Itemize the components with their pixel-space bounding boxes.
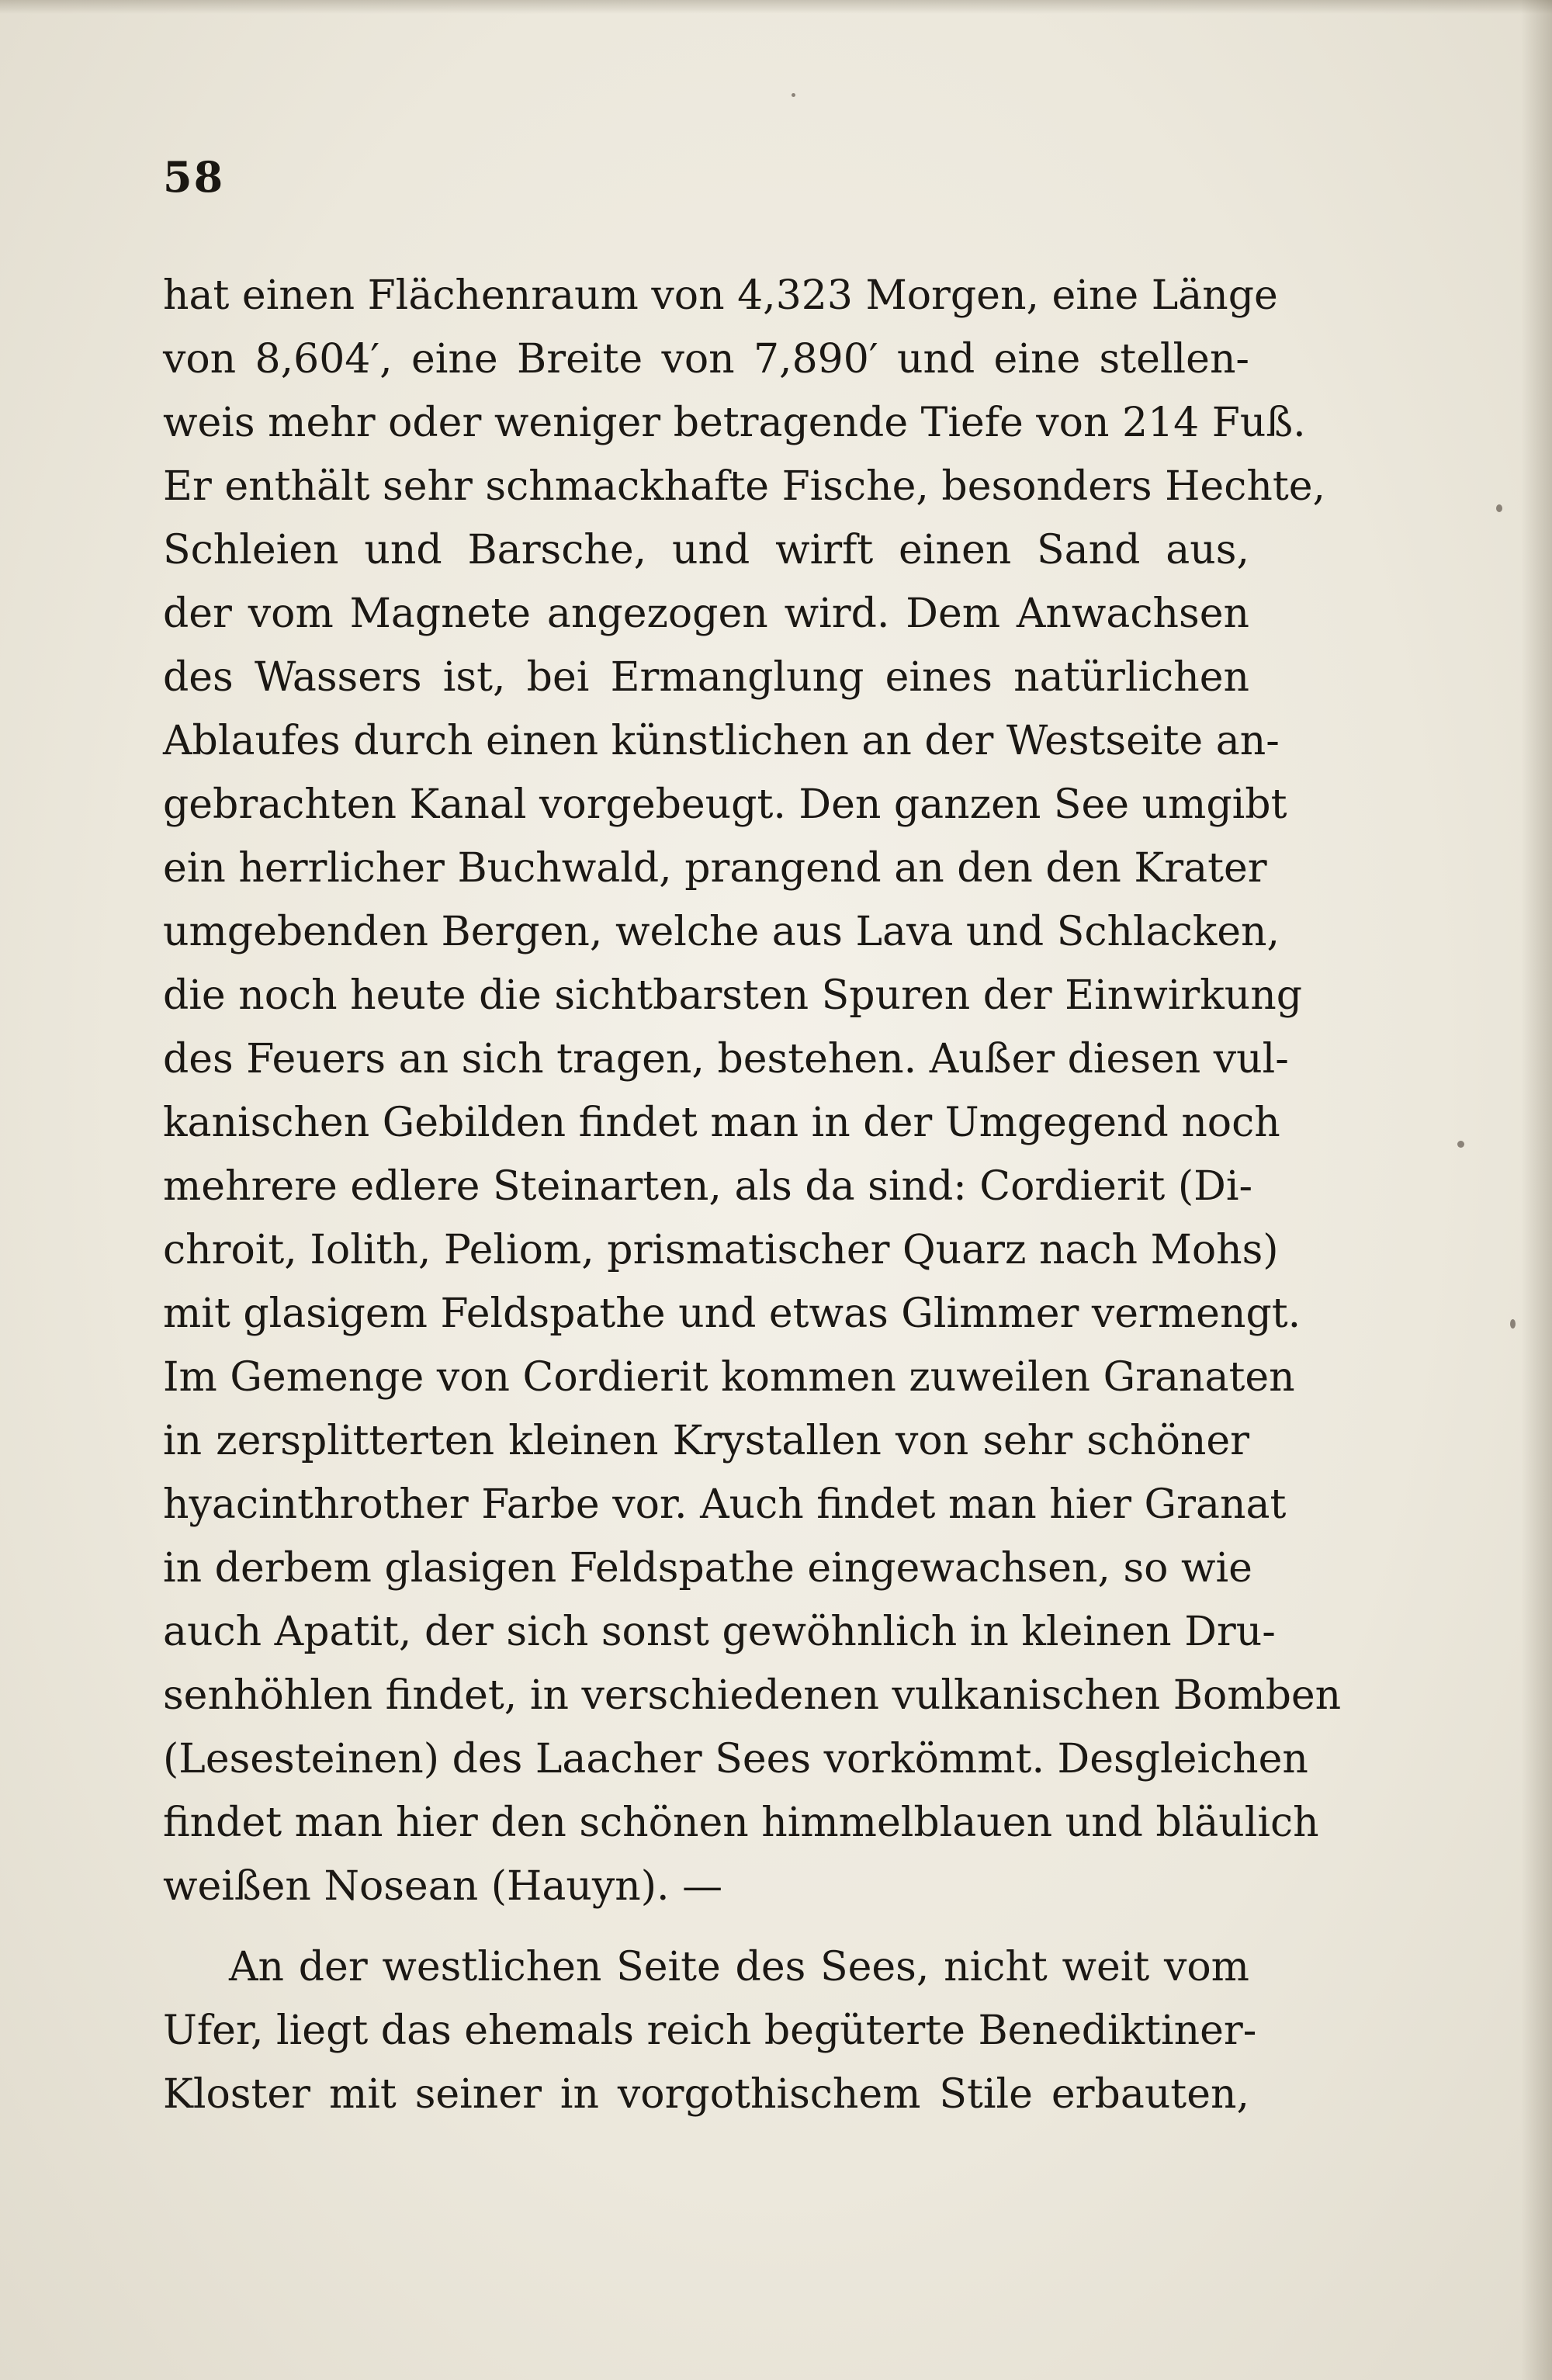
text-line: Ablaufes durch einen künstlichen an der Westseite an- xyxy=(163,718,1280,764)
text-line: des Feuers an sich tragen, bestehen. Außer diesen vul- xyxy=(163,1036,1289,1083)
body-text xyxy=(163,264,1342,2126)
paper-speck xyxy=(1496,504,1502,512)
page-top-edge xyxy=(0,0,1552,14)
paper-speck xyxy=(792,93,795,97)
text-line: Er enthält sehr schmackhafte Fische, besonders Hechte, xyxy=(163,463,1326,510)
text-line: Im Gemenge von Cordierit kommen zuweilen Granaten xyxy=(163,1354,1295,1401)
paper-speck xyxy=(1457,1141,1464,1148)
text-line-paragraph-end: weißen Nosean (Hauyn). — xyxy=(163,1863,723,1910)
text-line: Schleien und Barsche, und wirft einen Sand aus, xyxy=(163,527,1249,573)
page-number: 58 xyxy=(163,152,225,202)
text-line: in zersplitterten kleinen Krystallen von sehr schöner xyxy=(163,1418,1249,1464)
text-line: die noch heute die sichtbarsten Spuren der Einwirkung xyxy=(163,972,1303,1019)
text-line: kanischen Gebilden findet man in der Umgegend noch xyxy=(163,1100,1280,1146)
paragraph-gap xyxy=(163,1918,1249,1935)
text-line: senhöhlen findet, in verschiedenen vulkanischen Bomben xyxy=(163,1672,1342,1719)
text-line: von 8,604′, eine Breite von 7,890′ und eine stellen- xyxy=(163,336,1249,383)
text-line: Ufer, liegt das ehemals reich begüterte Benediktiner- xyxy=(163,2008,1257,2054)
text-line: umgebenden Bergen, welche aus Lava und Schlacken, xyxy=(163,909,1280,955)
text-line: findet man hier den schönen himmelblauen und bläulich xyxy=(163,1800,1319,1846)
text-line: hat einen Flächenraum von 4,323 Morgen, eine Länge xyxy=(163,272,1278,319)
text-line: gebrachten Kanal vorgebeugt. Den ganzen See umgibt xyxy=(163,781,1287,828)
text-line: Kloster mit seiner in vorgothischem Stile erbauten, xyxy=(163,2071,1249,2118)
text-line: mehrere edlere Steinarten, als da sind: Cordierit (Di- xyxy=(163,1163,1253,1210)
text-line: auch Apatit, der sich sonst gewöhnlich in kleinen Dru- xyxy=(163,1609,1276,1655)
text-line: hyacinthrother Farbe vor. Auch findet man hier Granat xyxy=(163,1481,1287,1528)
paper-speck xyxy=(1510,1319,1516,1329)
text-line: weis mehr oder weniger betragende Tiefe von 214 Fuß. xyxy=(163,400,1306,446)
text-line: der vom Magnete angezogen wird. Dem Anwachsen xyxy=(163,591,1249,637)
text-line: des Wassers ist, bei Ermanglung eines natürlichen xyxy=(163,654,1249,701)
text-line: mit glasigem Feldspathe und etwas Glimmer vermengt. xyxy=(163,1290,1301,1337)
text-line: ein herrlicher Buchwald, prangend an den den Krater xyxy=(163,845,1267,892)
text-line: chroit, Iolith, Peliom, prismatischer Quarz nach Mohs) xyxy=(163,1227,1279,1273)
page-edge-shadow xyxy=(1521,0,1552,2380)
text-line: in derbem glasigen Feldspathe eingewachsen, so wie xyxy=(163,1545,1252,1592)
text-line: (Lesesteinen) des Laacher Sees vorkömmt. Desgleichen xyxy=(163,1736,1308,1782)
text-line-paragraph-start: An der westlichen Seite des Sees, nicht weit vom xyxy=(229,1944,1249,1990)
